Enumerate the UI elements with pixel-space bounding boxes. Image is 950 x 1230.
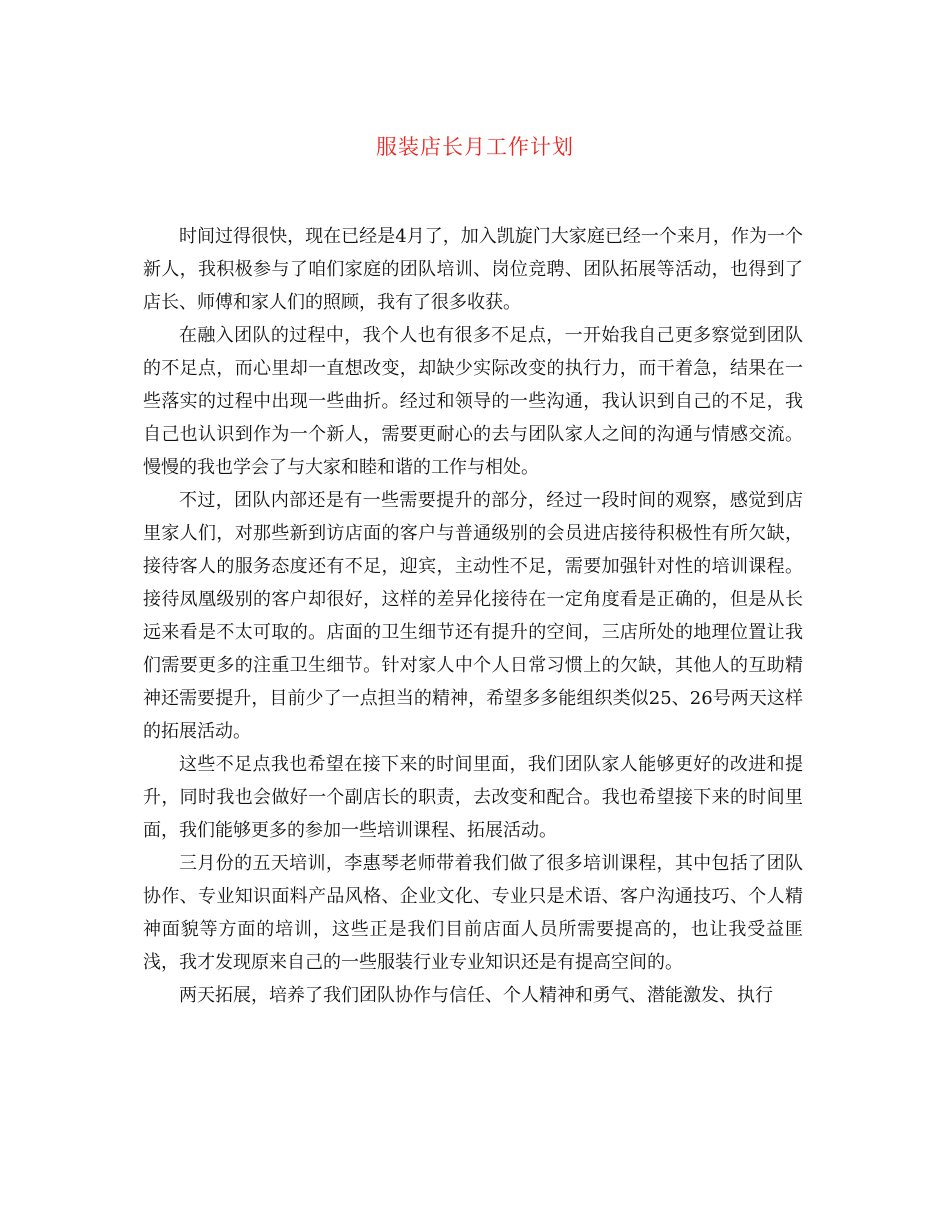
- paragraph: 在融入团队的过程中，我个人也有很多不足点，一开始我自己更多察觉到团队的不足点，而心里却一直想改变，却缺少实际改变的执行力，而干着急，结果在一些落实的过程中出现一些曲折。经过和领导的一些沟通，我认识到自己的不足，我自己也认识到作为一个新人，需要更耐心的去与团队家人之间的沟通与情感交流。慢慢的我也学会了与大家和睦和谐的工作与相处。: [143, 325, 803, 478]
- document-title: 服装店长月工作计划: [376, 135, 574, 159]
- document-body: [143, 220, 803, 1012]
- paragraph: 不过，团队内部还是有一些需要提升的部分，经过一段时间的观察，感觉到店里家人们，对那些新到访店面的客户与普通级别的会员进店接待积极性有所欠缺，接待客人的服务态度还有不足，迎宾，主动性不足，需要加强针对性的培训课程。接待凤凰级别的客户却很好，这样的差异化接待在一定角度看是正确的，但是从长远来看是不太可取的。店面的卫生细节还有提升的空间，三店所处的地理位置让我们需要更多的注重卫生细节。针对家人中个人日常习惯上的欠缺，其他人的互助精神还需要提升，目前少了一点担当的精神，希望多多能组织类似25、26号两天这样的拓展活动。: [143, 490, 803, 742]
- paragraph: 时间过得很快，现在已经是4月了，加入凯旋门大家庭已经一个来月，作为一个新人，我积极参与了咱们家庭的团队培训、岗位竞聘、团队拓展等活动，也得到了店长、师傅和家人们的照顾，我有了很多收获。: [143, 226, 803, 313]
- paragraph: 这些不足点我也希望在接下来的时间里面，我们团队家人能够更好的改进和提升，同时我也会做好一个副店长的职责，去改变和配合。我也希望接下来的时间里面，我们能够更多的参加一些培训课程、拓展活动。: [143, 754, 803, 841]
- paragraph: 三月份的五天培训，李惠琴老师带着我们做了很多培训课程，其中包括了团队协作、专业知识面料产品风格、企业文化、专业只是术语、客户沟通技巧、个人精神面貌等方面的培训，这些正是我们目前店面人员所需要提高的，也让我受益匪浅，我才发现原来自己的一些服装行业专业知识还是有提高空间的。: [143, 853, 803, 973]
- paragraph: 两天拓展，培养了我们团队协作与信任、个人精神和勇气、潜能激发、执行: [179, 985, 773, 1006]
